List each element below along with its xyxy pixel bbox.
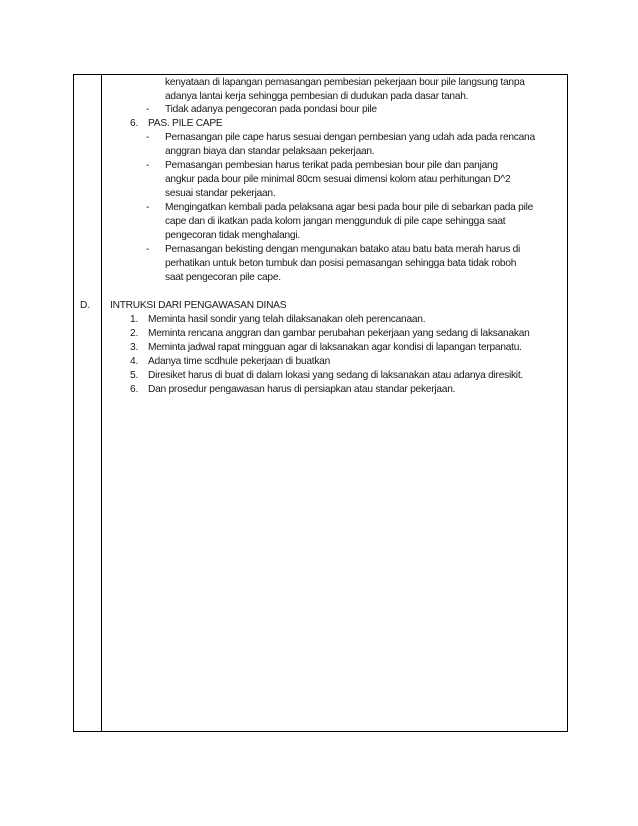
bullet-text: Pemasangan pembesian harus terikat pada pembesian bour pile dan panjang [165, 160, 498, 171]
bullet-text: perhatikan untuk beton tumbuk dan posisi pemasangan sehingga bata tidak roboh [165, 258, 517, 269]
column-divider [101, 75, 102, 731]
list-item: Meminta rencana anggran dan gambar perubahan pekerjaan yang sedang di laksanakan [148, 328, 530, 339]
list-item: Adanya time scdhule pekerjaan di buatkan [148, 356, 330, 367]
item-number: 6. [130, 118, 139, 129]
list-number: 3. [130, 342, 139, 353]
list-number: 5. [130, 370, 139, 381]
bullet-dash: - [146, 104, 150, 115]
item-title: PAS. PILE CAPE [148, 118, 223, 129]
list-number: 1. [130, 314, 139, 325]
list-number: 6. [130, 384, 139, 395]
bullet-text: Pemasangan bekisting dengan mengunakan batako atau batu bata merah harus di [165, 244, 521, 255]
list-number: 2. [130, 328, 139, 339]
bullet-text: pengecoran tidak menghalangi. [165, 230, 300, 241]
bullet-dash: - [146, 202, 150, 213]
list-item: Meminta jadwal rapat mingguan agar di laksanakan agar kondisi di lapangan terpanatu. [148, 342, 522, 353]
bullet-text: anggran biaya dan standar pelaksaan pekerjaan. [165, 146, 375, 157]
bullet-dash: - [146, 160, 150, 171]
list-item: Dan prosedur pengawasan harus di persiapkan atau standar pekerjaan. [148, 384, 456, 395]
section-letter: D. [80, 300, 91, 311]
continuation-line: kenyataan di lapangan pemasangan pembesian pekerjaan bour pile langsung tanpa [165, 77, 525, 88]
bullet-text: Mengingatkan kembali pada pelaksana agar besi pada bour pile di sebarkan pada pile [165, 202, 534, 213]
bullet-text: angkur pada bour pile minimal 80cm sesuai dimensi kolom atau perhitungan D^2 [165, 174, 511, 185]
list-number: 4. [130, 356, 139, 367]
bullet-text: Tidak adanya pengecoran pada pondasi bour pile [165, 104, 377, 115]
bullet-text: sesuai standar pekerjaan. [165, 188, 276, 199]
section-title: INTRUKSI DARI PENGAWASAN DINAS [110, 300, 287, 311]
continuation-line: adanya lantai kerja sehingga pembesian di dudukan pada dasar tanah. [165, 91, 469, 102]
bullet-text: cape dan di ikatkan pada kolom jangan menggunduk di pile cape sehingga saat [165, 216, 506, 227]
list-item: Diresiket harus di buat di dalam lokasi yang sedang di laksanakan atau adanya diresikit. [148, 370, 523, 381]
bullet-dash: - [146, 244, 150, 255]
bullet-text: Pemasangan pile cape harus sesuai dengan pembesian yang udah ada pada rencana [165, 132, 535, 143]
list-item: Meminta hasil sondir yang telah dilaksanakan oleh perencanaan. [148, 314, 426, 325]
bullet-dash: - [146, 132, 150, 143]
bullet-text: saat pengecoran pile cape. [165, 272, 281, 283]
